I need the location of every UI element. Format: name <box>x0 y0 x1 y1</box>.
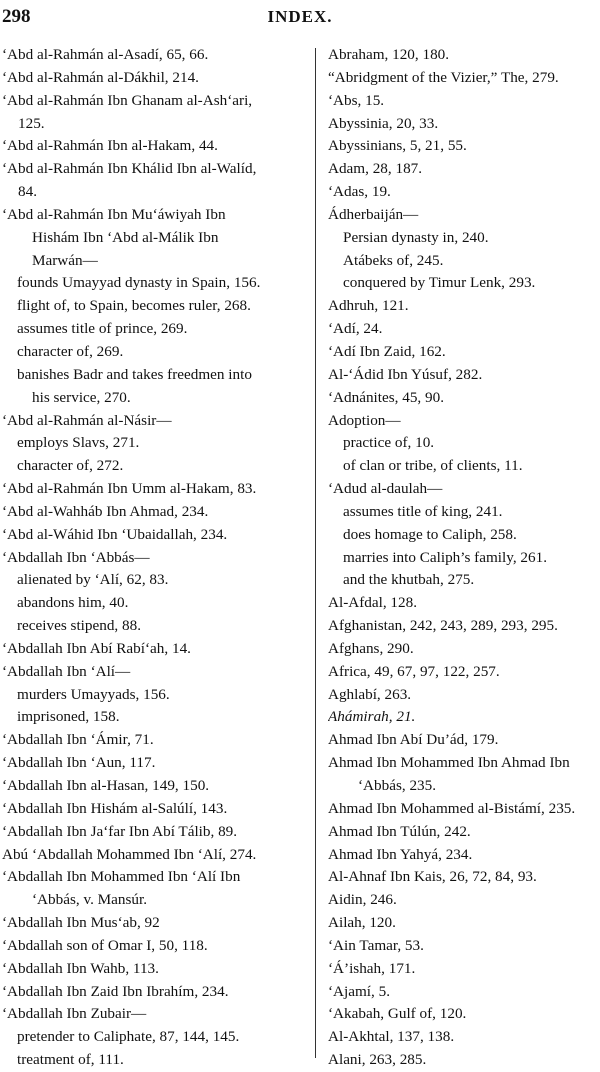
index-entry: ‘Abd al-Wahháb Ibn Ahmad, 234. <box>2 502 209 520</box>
page-number: 298 <box>2 6 31 27</box>
index-entry: Adam, 28, 187. <box>328 160 423 178</box>
index-entry: Abraham, 120, 180. <box>328 46 450 63</box>
index-entry: Al-Ahnaf Ibn Kais, 26, 72, 84, 93. <box>328 868 537 886</box>
index-entry: ‘Abd al-Rahmán Ibn Khálid Ibn al-Walíd, <box>2 160 257 178</box>
index-entry: ‘Abd al-Rahmán Ibn Ghanam al-Ash‘ari, <box>2 91 253 109</box>
index-entry: practice of, 10. <box>343 434 435 452</box>
index-entry: and the khutbah, 275. <box>343 571 475 589</box>
index-entry: alienated by ‘Alí, 62, 83. <box>17 571 169 589</box>
index-entry: Persian dynasty in, 240. <box>343 228 489 246</box>
index-entry: Afghanistan, 242, 243, 289, 293, 295. <box>328 617 558 635</box>
page-header <box>0 0 600 34</box>
index-entry: treatment of, 111. <box>17 1051 124 1069</box>
index-entry: ‘Abbás, v. Mansúr. <box>32 891 148 909</box>
index-entry: ‘Abdallah Ibn Ja‘far Ibn Abí Tálib, 89. <box>2 822 238 840</box>
index-entry: Aidin, 246. <box>328 891 397 909</box>
index-entry: Atábeks of, 245. <box>343 251 444 269</box>
index-entry: 84. <box>18 183 37 201</box>
index-entry: ‘Á’ishah, 171. <box>328 959 416 977</box>
index-entry: Ahmad Ibn Yahyá, 234. <box>328 845 473 863</box>
index-entry: Ahmad Ibn Mohammed Ibn Ahmad Ibn <box>328 754 570 772</box>
index-entry: ‘Abs, 15. <box>328 91 385 109</box>
index-entry: ‘Akabah, Gulf of, 120. <box>328 1005 467 1023</box>
index-entry: founds Umayyad dynasty in Spain, 156. <box>17 274 261 292</box>
index-entry: assumes title of prince, 269. <box>17 320 188 338</box>
index-entry: ‘Abd al-Rahmán al-Dákhil, 214. <box>2 68 199 86</box>
index-entry: ‘Abdallah Ibn Hishám al-Salúlí, 143. <box>2 799 228 817</box>
index-entry: ‘Adnánites, 45, 90. <box>328 388 444 406</box>
index-entry: ‘Abbás, 235. <box>358 777 437 794</box>
index-entry: Ahmad Ibn Mohammed al-Bistámí, 235. <box>328 799 576 817</box>
index-entry: Al-Afdal, 128. <box>328 594 417 612</box>
index-entry: ‘Abdallah Ibn ‘Abbás— <box>2 548 150 566</box>
index-entry: ‘Abdallah Ibn Abí Rabí‘ah, 14. <box>2 639 191 657</box>
index-column-right <box>328 44 600 1072</box>
index-entry: receives stipend, 88. <box>17 617 141 635</box>
index-entry: marries into Caliph’s family, 261. <box>343 548 548 566</box>
index-entry: Ahmad Ibn Túlún, 242. <box>328 822 471 840</box>
index-entry: Ahámirah, 21. <box>328 708 416 726</box>
index-entry: ‘Adas, 19. <box>328 183 391 201</box>
index-entry: Ahmad Ibn Abí Du’ád, 179. <box>328 731 499 749</box>
index-column-left <box>2 44 304 1072</box>
index-entry: ‘Abdallah Ibn ‘Aun, 117. <box>2 754 156 772</box>
index-entry: Al-Akhtal, 137, 138. <box>328 1028 455 1046</box>
index-entry: ‘Abdallah Ibn al-Hasan, 149, 150. <box>2 777 210 794</box>
index-entry: ‘Abd al-Rahmán al-Asadí, 65, 66. <box>2 46 209 63</box>
index-entry: ‘Abdallah Ibn Wahb, 113. <box>2 959 159 977</box>
index-entry: ‘Abdallah son of Omar I, 50, 118. <box>2 936 208 954</box>
index-entry: Adoption— <box>328 411 401 429</box>
index-entry: pretender to Caliphate, 87, 144, 145. <box>17 1028 240 1046</box>
index-entry: his service, 270. <box>32 388 131 406</box>
index-entry: Adhruh, 121. <box>328 297 409 315</box>
column-divider <box>315 48 316 1058</box>
index-entry: flight of, to Spain, becomes ruler, 268. <box>17 297 251 315</box>
index-entry: Aghlabí, 263. <box>328 685 412 703</box>
index-entry: “Abridgment of the Vizier,” The, 279. <box>328 68 559 86</box>
index-entry: ‘Abdallah Ibn Zubair— <box>2 1005 147 1023</box>
index-entry: ‘Abd al-Rahmán Ibn Umm al-Hakam, 83. <box>2 480 257 498</box>
index-entry: banishes Badr and takes freedmen into <box>17 365 252 383</box>
index-entry: ‘Adud al-daulah— <box>328 480 443 498</box>
index-entry: ‘Adí Ibn Zaid, 162. <box>328 342 446 360</box>
index-entry: Abyssinians, 5, 21, 55. <box>328 137 467 155</box>
index-entry: character of, 272. <box>17 457 124 475</box>
index-entry: ‘Abd al-Wáhid Ibn ‘Ubaidallah, 234. <box>2 525 228 543</box>
index-entry: ‘Abdallah Ibn Mohammed Ibn ‘Alí Ibn <box>2 868 241 886</box>
index-entry: assumes title of king, 241. <box>343 502 503 520</box>
index-entry: Abú ‘Abdallah Mohammed Ibn ‘Alí, 274. <box>2 845 257 863</box>
index-entry: character of, 269. <box>17 342 124 360</box>
index-entry: Ádherbaiján— <box>328 205 419 223</box>
index-entry: ‘Abd al-Rahmán Ibn al-Hakam, 44. <box>2 137 218 155</box>
index-entry: ‘Abdallah Ibn ‘Alí— <box>2 662 131 680</box>
index-entry: ‘Adí, 24. <box>328 320 383 338</box>
index-entry: Africa, 49, 67, 97, 122, 257. <box>328 662 500 680</box>
index-entry: of clan or tribe, of clients, 11. <box>343 457 523 475</box>
index-entry: Ailah, 120. <box>328 914 396 932</box>
index-entry: ‘Abdallah Ibn ‘Ámir, 71. <box>2 731 154 749</box>
index-entry: conquered by Timur Lenk, 293. <box>343 274 536 292</box>
index-entry: Marwán— <box>32 251 98 269</box>
index-entry: 125. <box>18 114 45 132</box>
index-entry: Afghans, 290. <box>328 639 414 657</box>
index-entry: employs Slavs, 271. <box>17 434 140 452</box>
index-entry: ‘Abd al-Rahmán Ibn Mu‘áwiyah Ibn <box>2 205 226 223</box>
index-entry: ‘Ain Tamar, 53. <box>328 936 424 954</box>
index-entry: does homage to Caliph, 258. <box>343 525 517 543</box>
index-entry: ‘Abdallah Ibn Zaid Ibn Ibrahím, 234. <box>2 982 229 1000</box>
index-entry: ‘Abd al-Rahmán al-Násir— <box>2 411 172 429</box>
index-entry: Abyssinia, 20, 33. <box>328 114 439 132</box>
index-entry: abandons him, 40. <box>17 594 129 612</box>
index-entry: ‘Ajamí, 5. <box>328 982 391 1000</box>
index-entry: Hishám Ibn ‘Abd al-Málik Ibn <box>32 228 219 246</box>
index-entry: ‘Abdallah Ibn Mus‘ab, 92 <box>2 914 160 932</box>
page-title: INDEX. <box>267 7 333 26</box>
index-entry: imprisoned, 158. <box>17 708 120 726</box>
index-entry: Al-‘Ádid Ibn Yúsuf, 282. <box>328 365 483 383</box>
index-entry: Alani, 263, 285. <box>328 1051 427 1069</box>
index-entry: murders Umayyads, 156. <box>17 685 170 703</box>
